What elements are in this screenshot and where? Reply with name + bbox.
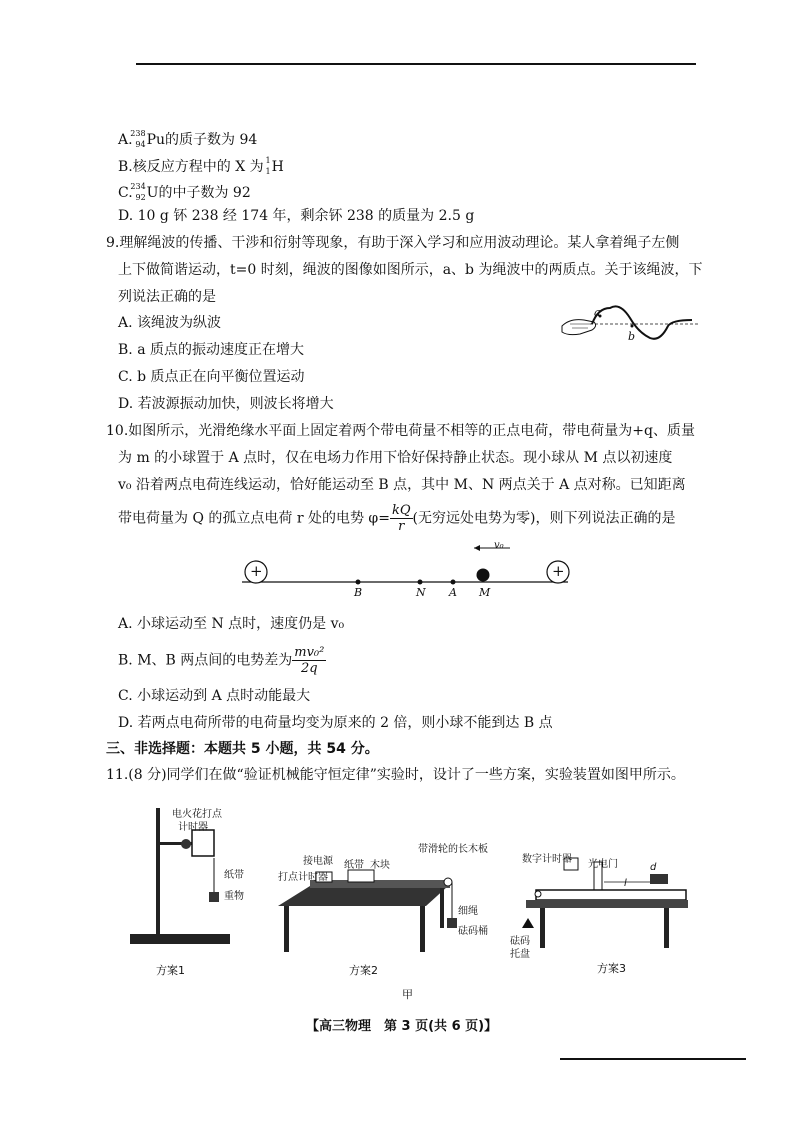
q9-stem-1: 9.理解绳波的传播、干涉和衍射等现象，有助于深入学习和应用波动理论。某人拿着绳子左侧 bbox=[106, 235, 680, 251]
u-nuclide: 234 92 bbox=[130, 182, 146, 202]
table-top bbox=[278, 886, 448, 906]
wave-label-b: b bbox=[628, 330, 636, 343]
point-A bbox=[451, 580, 456, 585]
stand-base bbox=[130, 934, 230, 944]
s2-board-label: 带滑轮的长木板 bbox=[418, 844, 488, 855]
s2-block-label: 木块 bbox=[370, 860, 390, 871]
pulley-icon bbox=[444, 878, 452, 886]
s2-bucket-label: 砝码桶 bbox=[458, 926, 488, 937]
stand-pole bbox=[156, 808, 160, 936]
s3-l-label: l bbox=[624, 878, 627, 889]
q9-option-b: B. a 质点的振动速度正在增大 bbox=[118, 342, 304, 358]
wave-label-a: a bbox=[594, 306, 601, 319]
scheme1-caption: 方案1 bbox=[156, 964, 185, 977]
h-nuclide: 1 1 bbox=[265, 156, 271, 176]
air-track bbox=[536, 890, 686, 900]
tray-icon bbox=[522, 918, 534, 928]
fig-label-M: M bbox=[479, 586, 491, 599]
bottom-rule bbox=[560, 1058, 746, 1060]
s2-power-label: 接电源 bbox=[303, 856, 333, 867]
q8-option-b: B.核反应方程中的 X 为 1 1 H bbox=[118, 156, 284, 176]
page-footer: 【高三物理 第 3 页(共 6 页)】 bbox=[306, 1019, 498, 1034]
ball bbox=[477, 569, 490, 582]
right-plus: + bbox=[552, 562, 565, 580]
q10-stem-2: 为 m 的小球置于 A 点时，仅在电场力作用下恰好保持静止状态。现小球从 M 点以初速度 bbox=[118, 450, 673, 466]
q10-stem-3: v₀ 沿着两点电荷连线运动，恰好能运动至 B 点，其中 M、N 两点关于 A 点对称。已知距离 bbox=[118, 477, 686, 493]
spark-timer-icon bbox=[192, 830, 214, 856]
q10-option-a: A. 小球运动至 N 点时，速度仍是 v₀ bbox=[118, 616, 345, 632]
s1-weight-label: 重物 bbox=[224, 891, 244, 902]
s2-tape-label: 纸带 bbox=[344, 860, 364, 871]
table-top bbox=[526, 900, 688, 908]
voltage-fraction: $\frac{\text{mv₀²}}{2q}$ bbox=[294, 645, 325, 676]
q9-option-d: D. 若波源振动加快，则波长将增大 bbox=[118, 396, 334, 412]
q9-stem-3: 列说法正确的是 bbox=[118, 289, 216, 305]
q10-stem-4: 带电荷量为 Q 的孤立点电荷 r 处的电势 φ= $\frac{kQ}{r}$ (无穷远处电势为零)，则下列说法正确的是 bbox=[118, 503, 676, 534]
top-rule bbox=[136, 63, 696, 65]
q9-stem-2: 上下做简谐运动，t=0 时刻，绳波的图像如图所示，a、b 为绳波中的两质点。关于该绳波，下 bbox=[118, 262, 703, 278]
pu-nuclide: 238 94 bbox=[130, 129, 146, 149]
weight-icon bbox=[209, 892, 219, 902]
bucket-icon bbox=[447, 918, 457, 928]
fig-label-A: A bbox=[449, 586, 457, 599]
s3-gate-label: 光电门 bbox=[588, 859, 618, 870]
s3-tray-label-1: 砝码 bbox=[510, 936, 530, 947]
q10-option-d: D. 若两点电荷所带的电荷量均变为原来的 2 倍，则小球不能到达 B 点 bbox=[118, 715, 553, 731]
scheme3-caption: 方案3 bbox=[597, 962, 626, 975]
point-N bbox=[418, 580, 423, 585]
s2-timer-label: 打点计时器 bbox=[278, 872, 328, 883]
s3-tray-label-2: 托盘 bbox=[510, 949, 530, 960]
fig-label-B: B bbox=[354, 586, 363, 599]
left-plus: + bbox=[250, 562, 263, 580]
q8-option-c: C. 234 92 U的中子数为 92 bbox=[118, 182, 251, 202]
scheme2-caption: 方案2 bbox=[349, 964, 378, 977]
section-3-heading: 三、非选择题：本题共 5 小题，共 54 分。 bbox=[106, 741, 379, 757]
q9-option-c: C. b 质点正在向平衡位置运动 bbox=[118, 369, 305, 385]
wave-curve bbox=[592, 306, 692, 338]
figure-caption: 甲 bbox=[402, 988, 413, 1001]
q9-option-a: A. 该绳波为纵波 bbox=[118, 315, 222, 331]
s2-rope-label: 细绳 bbox=[458, 906, 478, 917]
s1-timer-label-2: 计时器 bbox=[178, 822, 208, 833]
glider-icon bbox=[650, 874, 668, 884]
q8-option-a: A. 238 94 Pu的质子数为 94 bbox=[118, 129, 258, 149]
s3-d-label: d bbox=[650, 862, 657, 873]
q11-stem: 11.(8 分)同学们在做“验证机械能守恒定律”实验时，设计了一些方案，实验装置如图甲所示。 bbox=[106, 767, 685, 783]
point-B bbox=[356, 580, 361, 585]
s1-tape-label: 纸带 bbox=[224, 870, 244, 881]
s3-digital-label: 数字计时器 bbox=[522, 854, 572, 865]
q10-option-c: C. 小球运动到 A 点时动能最大 bbox=[118, 688, 311, 704]
charges-figure bbox=[234, 540, 574, 602]
potential-fraction: $\frac{kQ}{r}$ bbox=[391, 503, 411, 534]
block-icon bbox=[348, 870, 374, 882]
q8-option-d: D. 10 g 钚 238 经 174 年，剩余钚 238 的质量为 2.5 g bbox=[118, 208, 475, 224]
hand-icon bbox=[562, 320, 596, 335]
q10-stem-1: 10.如图所示，光滑绝缘水平面上固定着两个带电荷量不相等的正点电荷，带电荷量为+q、质量 bbox=[106, 423, 695, 439]
fig-v0-label: v₀ bbox=[494, 540, 504, 551]
fig-label-N: N bbox=[416, 586, 426, 599]
q10-option-b: B. M、B 两点间的电势差为 $\frac{\text{mv₀²}}{2q}$ bbox=[118, 645, 325, 676]
s1-timer-label: 电火花打点 bbox=[172, 809, 222, 820]
